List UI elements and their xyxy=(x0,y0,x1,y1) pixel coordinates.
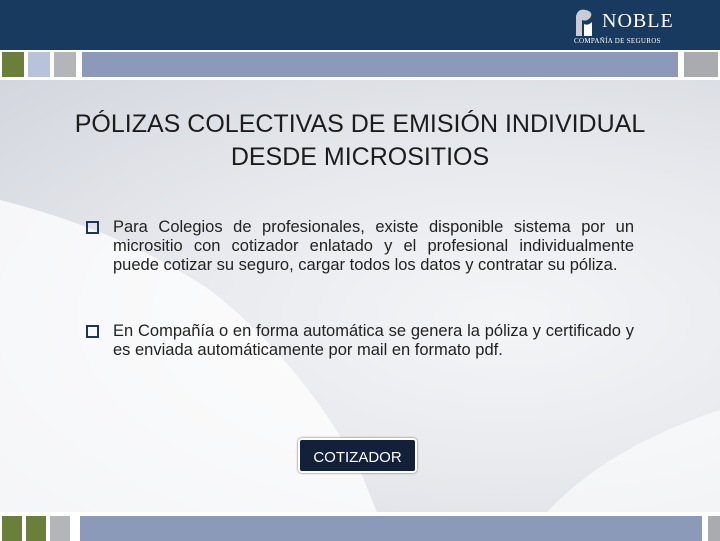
logo-wordmark: NOBLE xyxy=(602,10,674,32)
decor-square xyxy=(684,52,718,77)
decor-square xyxy=(708,516,720,541)
bullet-text: En Compañía o en forma automática se genera la póliza y certificado y es enviada automáticamente por mail en formato pdf. xyxy=(113,322,634,359)
top-decor-strip xyxy=(0,50,720,78)
bottom-decor-strip xyxy=(0,512,720,540)
decor-square xyxy=(54,52,76,77)
checkbox-bullet-icon xyxy=(86,325,99,338)
decor-bar xyxy=(82,52,678,77)
decor-square xyxy=(50,516,70,541)
bullet-item xyxy=(86,218,634,275)
decor-square xyxy=(26,516,46,541)
company-logo xyxy=(574,6,684,46)
slide-title: PÓLIZAS COLECTIVAS DE EMISIÓN INDIVIDUAL DESDE MICROSITIOS xyxy=(74,110,646,171)
decor-square xyxy=(28,52,50,77)
bullet-text: Para Colegios de profesionales, existe disponible sistema por un micrositio con cotizador enlatado y el profesional individualmente puede cotizar su seguro, cargar todos los datos y contratar su póliza. xyxy=(113,218,634,274)
decor-bar xyxy=(80,516,702,541)
checkbox-bullet-icon xyxy=(86,221,99,234)
decor-square xyxy=(2,52,24,77)
decor-square xyxy=(2,516,22,541)
cotizador-button[interactable]: COTIZADOR xyxy=(298,438,417,473)
bullet-item xyxy=(86,322,634,360)
logo-subtitle: COMPAÑÍA DE SEGUROS xyxy=(574,37,661,45)
logo-emblem-icon xyxy=(574,6,602,38)
